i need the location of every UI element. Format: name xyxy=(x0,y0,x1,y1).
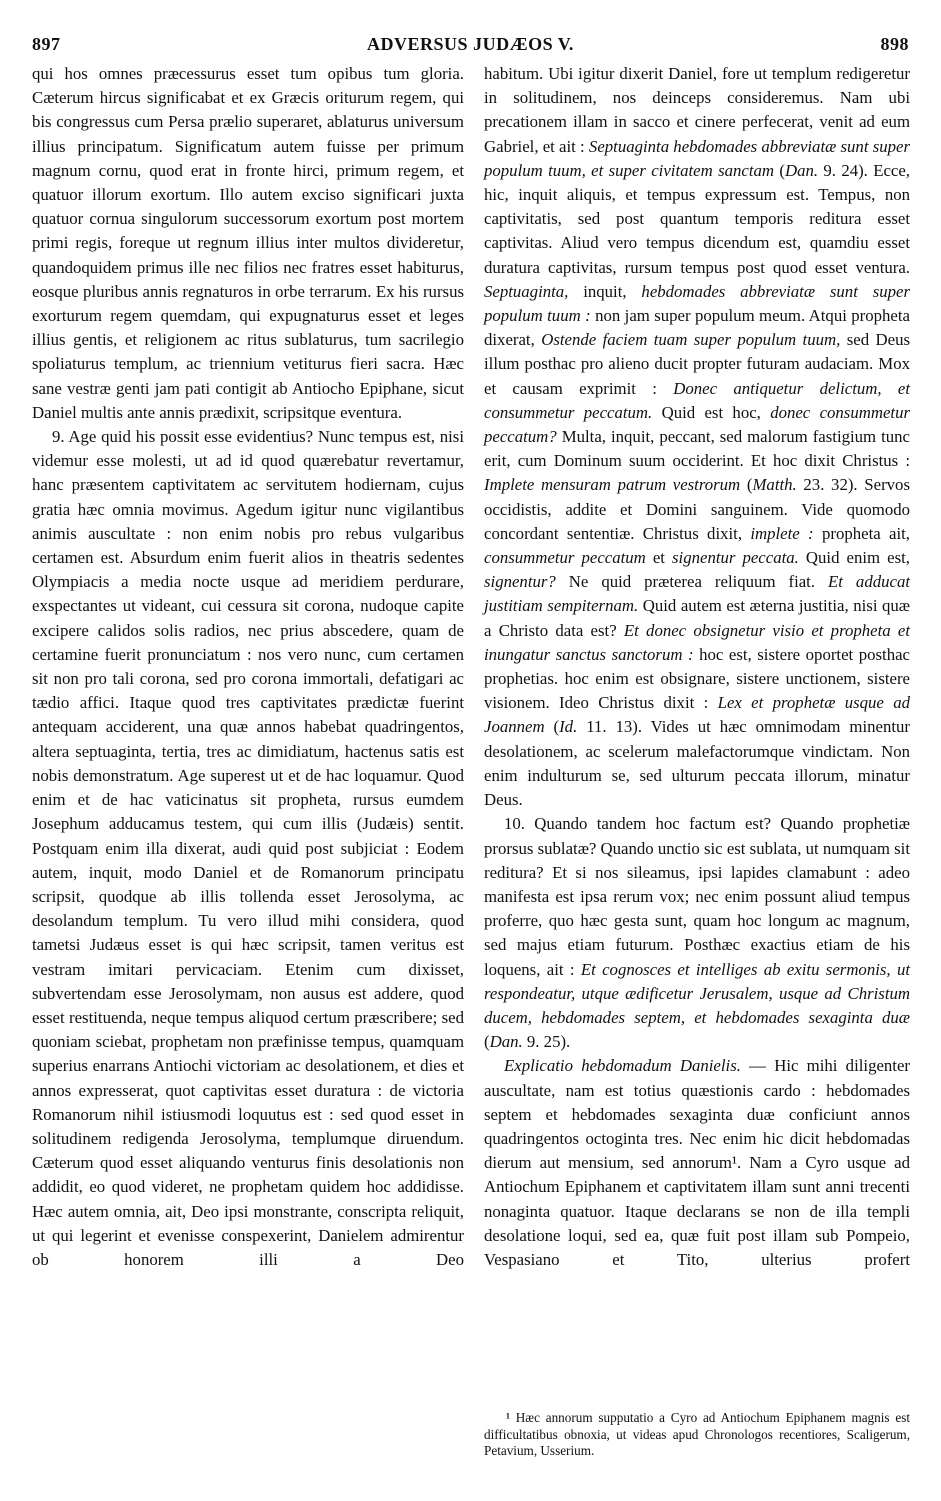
text-run: habitum. Ubi igitur dixerit Daniel, fore ut templum redigeretur in solitudinem, nos deinceps consideremus. Nam ubi precationem illam in sacco et cinere perfecerat, venit ad eum Gabriel, et ait : xyxy=(484,64,910,156)
italic-run: Matth. xyxy=(752,475,797,495)
italic-run: Et adducat justitiam sempiternam. xyxy=(484,572,910,616)
italic-run: signentur? xyxy=(484,572,556,592)
text-run: 9. 24). Ecce, hic, inquit aliquis, et tempus expressum est. Tempus, non captivitatis, sed post quantum temporis reditura esset captivitas. Aliud vero tempus dicendum est, quamdiu esset duratura captivitas, rursum tempus post quod esset ventura. xyxy=(484,160,911,277)
text-run: ( xyxy=(484,1032,490,1052)
right-column xyxy=(484,62,910,1272)
italic-run: Explicatio hebdomadum Danielis. xyxy=(504,1056,741,1076)
page-number-left: 897 xyxy=(32,34,61,54)
text-run: Ne quid præterea reliquum fiat. xyxy=(555,572,829,592)
footnote xyxy=(484,1410,910,1460)
italic-run: Dan. xyxy=(489,1032,523,1052)
italic-run: Donec antiquetur delictum, et consummetur peccatum. xyxy=(484,378,910,422)
running-header xyxy=(32,34,909,58)
text-run: inquit, xyxy=(568,281,642,301)
text-run: ( xyxy=(774,160,785,180)
text-run: Quid enim est, xyxy=(798,548,910,568)
italic-run: Dan. xyxy=(784,160,819,180)
paragraph xyxy=(484,1054,910,1272)
paragraph: 9. Age quid his possit esse evidentius? Nunc tempus est, nisi videmur esse molesti, ut ad id quod quærebatur revertamur, hanc præsentem captivitatem ac servitutem hodiernam, cujus gratia hæc omnia movimus. Agedum igitur nunc vigilantibus animis auscultate : non enim nobis pro rebus vulgaribus certamen est. Absurdum enim fuerit alios in theatris sedentes Olympiacis a media nocte usque ad meridiem perdurare, exspectantes ut videant, cui cessura sit corona, nudoque capite excipere calidos solis radios, nec prius abscedere, quam de certamine fuerit pronunciatum : nos vero nunc, cum certamen sit non pro tali corona, sed pro corona immortali, defatigari ac tædio affici. Itaque quod tres captivitates prædictæ fuerint antequam acciderent, una quæ annos habebat quadringentos, altera septuaginta, tertia, tres ac dimidiatum, hactenus satis est nobis demonstratum. Age superest ut et de hac loquamur. Quod enim et de hac vaticinatus sit propheta, rursus eumdem Josephum adducamus testem, qui cum illis (Judæis) sentit. Postquam enim illa dixerat, audi quid post subjiciat : Eodem autem, inquit, modo Daniel et de Romanorum principatu scripsit, quodque ab illis tollenda esset Jerosolyma, ac desolandum templum. Tu vero illud mihi considera, quod tametsi Judæus esset is qui hæc scripsit, tamen veritus est vestram imitari pervicaciam. Etenim cum dixisset, subvertendam esse Jerosolymam, non ausus est addere, quod esset restituenda, neque tempus aliquod certum præscribere; sed quoniam sciebat, prophetam non præfinisse tempus, quamquam superius enarrans Antiochi victoriam ac desolationem, et dies et annos expresserat, quot captivitas esset duratura : de victoria Romanorum nihil istiusmodi loquutus est : sed quod esset in solitudinem redigenda Jerosolyma, templumque diruendum. Cæterum quod esset aliquando venturus finis desolationis non addidit, eo quod videret, ne prophetam quidem hoc addidisse. Hæc autem omnia, ait, Deo ipsi monstrante, conscripta reliquit, ut qui legerint et evenisse conspexerint, Danielem admirentur ob honorem illi a Deo xyxy=(32,427,464,1269)
text-run: ( xyxy=(544,717,560,737)
page-number-right: 898 xyxy=(880,34,909,54)
italic-run: Et donec obsignetur visio et propheta et inungatur sanctus sanctorum : xyxy=(484,620,911,664)
italic-run: consummetur peccatum xyxy=(484,548,646,568)
text-run: 9. 25). xyxy=(522,1032,571,1052)
italic-run: donec consummetur peccatum? xyxy=(484,402,911,447)
italic-run: Ostende faciem tuam super populum tuum, xyxy=(541,330,841,350)
text-run: et xyxy=(645,548,673,568)
text-run: Quid est hoc, xyxy=(652,402,771,422)
italic-run: hebdomades abbreviatæ sunt super populum tuum : xyxy=(484,281,910,326)
text-run: propheta ait, xyxy=(813,523,910,543)
italic-run: signentur peccata. xyxy=(672,548,799,568)
text-run: sed Deus illum posthac pro alieno ducit propter futuram audaciam. Mox et causam exprimit : xyxy=(484,330,911,398)
italic-run: Et cognosces et intelliges ab exitu sermonis, ut respondeatur, utque ædificetur Jerusalem, usque ad Christum ducem, hebdomades septem, et hebdomades sexaginta duæ xyxy=(484,959,911,1027)
text-run: Quid autem est æterna justitia, nisi quæ a Christo data est? xyxy=(484,596,910,640)
paragraph xyxy=(484,812,910,1054)
italic-run: Septuaginta, xyxy=(484,281,569,301)
paragraph xyxy=(484,62,910,812)
left-column xyxy=(32,62,464,1272)
running-title: ADVERSUS JUDÆOS V. xyxy=(367,34,574,54)
italic-run: implete : xyxy=(750,523,814,543)
text-run: ( xyxy=(740,475,753,495)
italic-run: Id. xyxy=(559,717,578,737)
text-run: 23. 32). Servos occidistis, addite et Domini sanguinem. Vide quomodo concordant sententiæ. Christus dixit, xyxy=(484,475,910,543)
footnote-text: Hæc annorum supputatio a Cyro ad Antiochum Epiphanem magnis est difficultatibus obnoxia, ut videas apud Chronologos recentiores, Scaligerum, Petavium, Usserium. xyxy=(484,1410,910,1458)
footnote-mark: ¹ xyxy=(506,1410,510,1425)
italic-run: Lex et prophetæ usque ad Joannem xyxy=(484,693,910,737)
italic-run: Septuaginta hebdomades abbreviatæ sunt super populum tuum, et super civitatem sanctam xyxy=(484,136,910,180)
text-run: non jam super populum meum. Atqui propheta dixerat, xyxy=(484,306,910,350)
text-run: 10. Quando tandem hoc factum est? Quando prophetiæ prorsus sublatæ? Quando unctio sic est sublata, ut numquam sit reditura? Et si nos sileamus, ipsi lapides clamabunt : adeo manifesta est ipsa rerum vox; nec enim possunt aliud tempus proferre, quo hæc gesta sunt, quam hoc longum ac magnum, sed majus etiam futurum. Posthæc exactius etiam de his loquens, ait : xyxy=(484,814,911,979)
italic-run: Implete mensuram patrum vestrorum xyxy=(484,475,741,495)
text-run: — Hic mihi diligenter auscultate, nam est totius quæstionis cardo : hebdomades septem et hebdomades sexaginta duæ conficiunt annos quadringentos octoginta tres. Nec enim hic dicit hebdomadas dierum aut mensium, sed annorum¹. Nam a Cyro usque ad Antiochum Epiphanem et captivitatem illam sunt anni trecenti nonaginta quatuor. Itaque declarans se non de illa templi desolatione loqui, sed ea, quæ fuit post illam sub Pompeio, Vespasiano et Tito, ulterius profert xyxy=(484,1056,910,1269)
paragraph: qui hos omnes præcessurus esset tum opibus tum gloria. Cæterum hircus significabat et ex Græcis oriturum regem, qui bis congressus cum Persa prælio superaret, ablaturus universum illius principatum. Significatum autem fuisse per primum magnum cornu, quod erat in fronte hirci, primum regem, et quatuor illorum exortum. Illo autem exciso significari juxta quatuor cornua singulorum successorum exortum post mortem primi regis, foreque ut regnum illius inter multos divideretur, quandoquidem primus ille nec filios nec fratres esset habiturus, eosque pluribus annis regnaturos in orbe terrarum. Ex his rursus exorturum regem quemdam, qui expugnaturus esset et leges illius gentis, et religionem ac ritus sublaturus, tum sacrilegio spoliaturus templum, ac triennium vetiturus fieri sacra. Hæc sane vestræ genti jam pati contigit ab Antiocho Epiphane, sicut Daniel multis ante annis prædixit, scripsitque eventura. xyxy=(32,64,464,422)
text-run: Multa, inquit, peccant, sed malorum fastigium tunc erit, cum Dominum suum occiderint. Et hoc dixit Christus : xyxy=(484,427,910,471)
text-run: 11. 13). Vides ut hæc omnimodam minentur desolationem, ac scelerum malefactorumque vindictam. Non enim indulturum se, sed ulturum peccata illorum, minatur Deus. xyxy=(484,717,910,810)
text-run: hoc est, sistere oportet posthac prophetias. hoc enim est obsignare, sistere unctionem, sistere visionem. Ideo Christus dixit : xyxy=(484,644,910,713)
